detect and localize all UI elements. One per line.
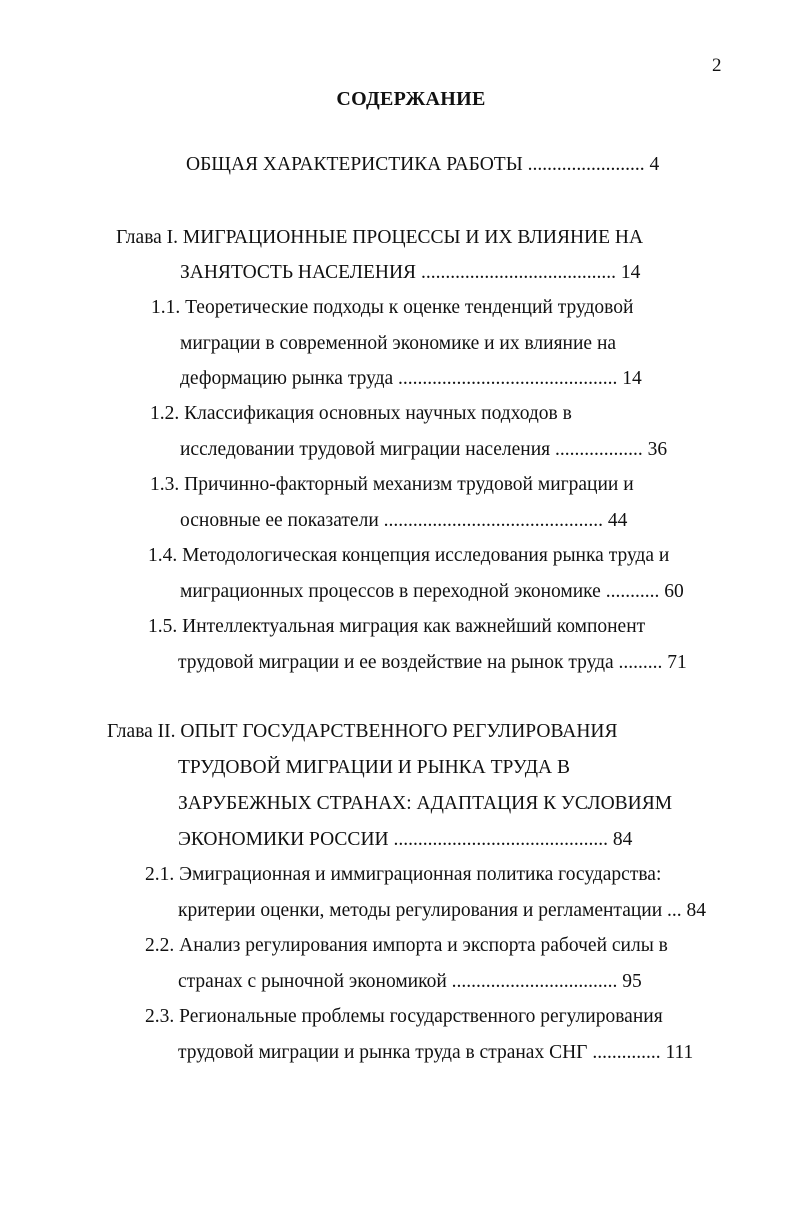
- toc-section-1-1-line-2: миграции в современной экономике и их влияние на: [180, 333, 617, 354]
- toc-section-1-5-line-2: трудовой миграции и ее воздействие на рынок труда ......... 71: [178, 652, 687, 673]
- toc-section-2-3-line-2: трудовой миграции и рынка труда в странах СНГ .............. 111: [178, 1042, 694, 1063]
- toc-section-2-2-line-1: 2.2. Анализ регулирования импорта и экспорта рабочей силы в: [145, 935, 668, 956]
- toc-chapter-2-line-3: ЗАРУБЕЖНЫХ СТРАНАХ: АДАПТАЦИЯ К УСЛОВИЯМ: [178, 793, 673, 814]
- toc-chapter-2-line-1: Глава II. ОПЫТ ГОСУДАРСТВЕННОГО РЕГУЛИРОВАНИЯ: [107, 721, 618, 742]
- toc-section-1-1-line-1: 1.1. Теоретические подходы к оценке тенденций трудовой: [151, 297, 634, 318]
- toc-section-1-4-line-2: миграционных процессов в переходной экономике ........... 60: [180, 581, 684, 602]
- toc-section-1-4-line-1: 1.4. Методологическая концепция исследования рынка труда и: [148, 545, 670, 566]
- toc-section-1-2-line-1: 1.2. Классификация основных научных подходов в: [150, 403, 572, 424]
- toc-section-2-1-line-2: критерии оценки, методы регулирования и регламентации ... 84: [178, 900, 707, 921]
- toc-section-2-2-line-2: странах с рыночной экономикой .................................. 95: [178, 971, 642, 992]
- toc-chapter-2-line-2: ТРУДОВОЙ МИГРАЦИИ И РЫНКА ТРУДА В: [178, 757, 571, 778]
- toc-chapter-2-line-4: ЭКОНОМИКИ РОССИИ ............................................ 84: [178, 829, 633, 850]
- toc-section-2-3-line-1: 2.3. Региональные проблемы государственного регулирования: [145, 1006, 663, 1027]
- toc-section-1-2-line-2: исследовании трудовой миграции населения .................. 36: [180, 439, 668, 460]
- toc-section-1-3-line-2: основные ее показатели ............................................. 44: [180, 510, 628, 531]
- toc-section-1-1-line-3: деформацию рынка труда ............................................. 14: [180, 368, 642, 389]
- toc-general: ОБЩАЯ ХАРАКТЕРИСТИКА РАБОТЫ ........................ 4: [186, 154, 660, 175]
- toc-chapter-1-line-2: ЗАНЯТОСТЬ НАСЕЛЕНИЯ ........................................ 14: [180, 262, 641, 283]
- toc-chapter-1-line-1: Глава I. МИГРАЦИОННЫЕ ПРОЦЕССЫ И ИХ ВЛИЯНИЕ НА: [116, 227, 644, 248]
- toc-section-1-5-line-1: 1.5. Интеллектуальная миграция как важнейший компонент: [148, 616, 646, 637]
- page-title: СОДЕРЖАНИЕ: [336, 88, 486, 110]
- toc-section-2-1-line-1: 2.1. Эмиграционная и иммиграционная политика государства:: [145, 864, 662, 885]
- page-number: 2: [712, 55, 722, 76]
- toc-section-1-3-line-1: 1.3. Причинно-факторный механизм трудовой миграции и: [150, 474, 634, 495]
